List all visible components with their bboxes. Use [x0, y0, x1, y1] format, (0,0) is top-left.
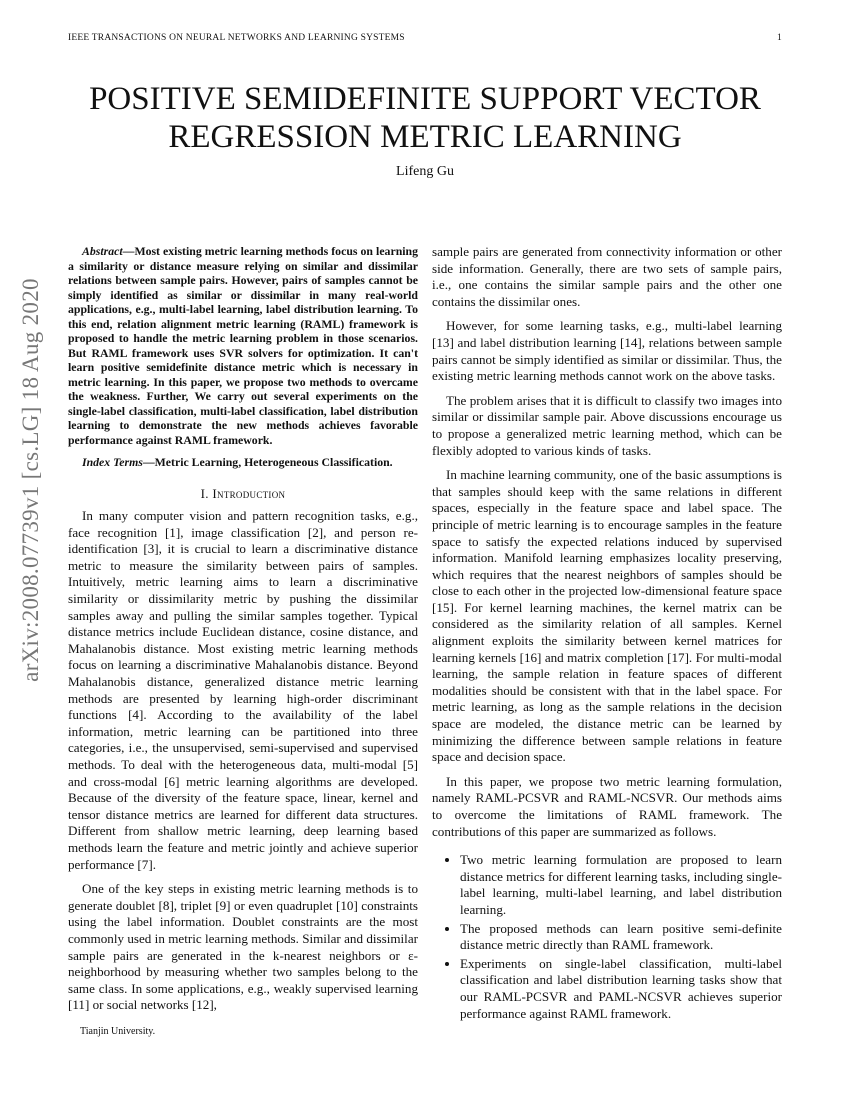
- list-item: • Two metric learning formulation are proposed to learn distance metrics for different learning tasks, including single-label learning, multi-label learning, and label distribution learning.: [460, 852, 782, 918]
- paragraph: The problem arises that it is difficult to classify two images into similar or dissimilar sample pair. Above discussions encourage us to propose a generalized metric learning method, which can be flexibly adopted to various kinds of tasks.: [432, 392, 782, 458]
- title-line-1: POSITIVE SEMIDEFINITE SUPPORT VECTOR: [89, 81, 761, 117]
- section-number: I.: [200, 485, 213, 501]
- arxiv-sidebar: [8, 260, 54, 700]
- affiliation-footnote: Tianjin University.: [80, 1026, 156, 1037]
- abstract-text: —Most existing metric learning methods focus on learning a similarity or distance measure relying on similar and dissimilar relations between sample pairs. However, pairs of samples cannot be simply identified as similar or dissimilar in many real-world applications, e.g., multi-label learning, label distribution learning. To this end, relation alignment metric learning (RAML) framework is proposed to handle the metric learning problem in those scenarios. But RAML framework uses SVR solvers for optimization. It can't learn positive semidefinite distance metric which is necessary in metric learning. In this paper, we propose two methods to overcame the weakness. Further, We carry out several experiments on the single-label classification, multi-label classification, label distribution learning to demonstrate the new methods achieves favorable performance against RAML framework.: [68, 244, 418, 447]
- paragraph: In this paper, we propose two metric learning formulation, namely RAML-PCSVR and RAML-NCSVR. Our methods aims to overcome the limitations of RAML framework. The contributions of this paper are summarized as follows.: [432, 773, 782, 839]
- author-name: Lifeng Gu: [396, 164, 454, 179]
- page-number: 1: [777, 33, 782, 43]
- list-item: • Experiments on single-label classification, multi-label classification and label distribution learning tasks show that our RAML-PCSVR and PAML-NCSVR achieves superior performance against RAML framework.: [460, 956, 782, 1022]
- paper-title: [40, 80, 810, 156]
- abstract-label: Abstract: [82, 244, 123, 258]
- paragraph: In many computer vision and pattern recognition tasks, e.g., face recognition [1], image classification [2], and person re-identification [3], it is crucial to learn a discriminative distance metric to measure the similarity between pairs of samples. Intuitively, metric learning aims to learn a discriminative similarity or dissimilarity metric by pushing the dissimilar samples away and pulling the similar samples together. Typical distance metrics include Euclidean distance, cosine distance, and Mahalanobis distance. Most existing metric learning methods focus on learning a discriminative Mahalanobis distance. Beyond Mahalanobis distance, generalized distance metric learning methods are presented by learning high-order discriminant functions [4]. According to the availability of the label information, metric learning can be partitioned into three categories, i.e., the unsupervised, semi-supervised and supervised methods. To deal with the heterogeneous data, multi-modal [5] and cross-modal [6] metric learning algorithms are developed. Because of the diversity of the feature space, linear, kernel and tensor distance metrics are learned for different data structures. Different from shallow metric learning, deep learning based methods learn the feature and metric jointly and achieve superior performance [7].: [68, 508, 418, 872]
- contributions-list: [432, 852, 782, 1022]
- paragraph: sample pairs are generated from connectivity information or other side information. Generally, there are two sets of sample pairs, i.e., one contains the similar sample pairs and the other one contains the dissimilar ones.: [432, 244, 782, 309]
- title-line-2: REGRESSION METRIC LEARNING: [168, 119, 682, 155]
- right-column: [432, 244, 782, 1024]
- abstract: [68, 244, 418, 447]
- paragraph: However, for some learning tasks, e.g., multi-label learning [13] and label distribution learning [14], relations between sample pairs cannot be simply identified as similar or dissimilar. Thus, the existing metric learning methods cannot work on the above tasks.: [432, 318, 782, 384]
- running-header: [68, 33, 782, 43]
- index-terms: [68, 455, 418, 470]
- journal-name: IEEE TRANSACTIONS ON NEURAL NETWORKS AND LEARNING SYSTEMS: [68, 33, 405, 43]
- index-terms-label: Index Terms: [82, 455, 143, 469]
- paragraph: One of the key steps in existing metric learning methods is to generate doublet [8], triplet [9] or even quadruplet [10] constraints using the label information. Doublet constraints are the most commonly used in metric learning methods. Similar and dissimilar sample pairs are generated in the k-nearest neighbors or ε-neighborhood by measuring whether two samples belong to the same class. In some applications, e.g., weakly supervised learning [11] or social networks [12],: [68, 881, 418, 1013]
- arxiv-identifier: arXiv:2008.07739v1 [cs.LG] 18 Aug 2020: [18, 278, 44, 682]
- section-title: Introduction: [212, 485, 286, 501]
- index-terms-text: —Metric Learning, Heterogeneous Classification.: [142, 455, 393, 469]
- section-heading: [68, 486, 418, 503]
- paragraph: In machine learning community, one of the basic assumptions is that samples should keep with the same relations in different spaces, especially in the feature space and label space. The principle of metric learning is to encourage samples in the feature space to satisfy the expected relations induced by supervised information. Manifold learning emphasizes locality preserving, which requires that the nearest neighbors of samples should be close to each other in the projected low-dimensional feature space [15]. For kernel learning machines, the kernel matrix can be considered as the similarity relation of all samples. Kernel alignment exploits the similarity between kernel matrices for learning kernels [16] and matrix completion [17]. For multi-modal learning, the sample relation in feature spaces of different modalities should be consistent with that in the label space. For metric learning, as long as the sample relations in the decision space are modeled, the distance metric can be learned by minimizing the difference between sample relations in feature space and decision space.: [432, 467, 782, 765]
- list-item: • The proposed methods can learn positive semi-definite distance metric directly than RAML framework.: [460, 921, 782, 954]
- left-column: [68, 244, 418, 1022]
